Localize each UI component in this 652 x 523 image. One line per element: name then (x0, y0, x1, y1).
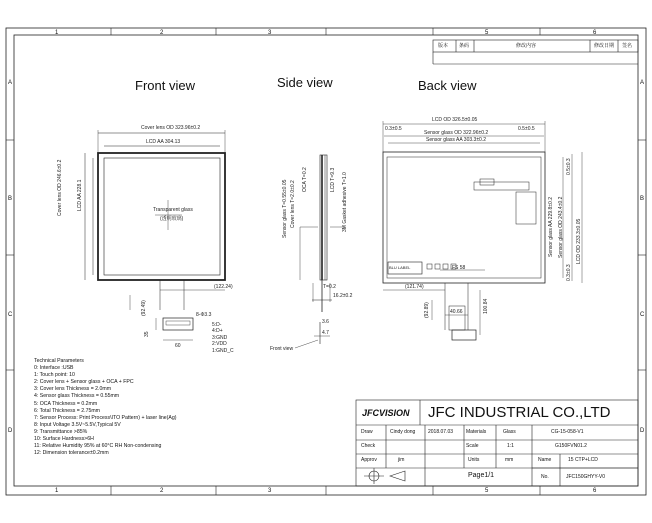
back-dim-121: (121.74) (405, 284, 424, 290)
rev-code: 条码 (459, 43, 470, 49)
side-layer-sensor: Sensor glass T=0.55±0.05 (282, 179, 288, 238)
front-cover-od-h: Cover lens OD 246.6±0.2 (57, 159, 63, 216)
back-edge-top: 0.5±0.3 (566, 158, 572, 175)
technical-parameters (34, 358, 176, 457)
draw-date: 2018.07.03 (428, 429, 454, 435)
zone-row-c-right: C (640, 312, 645, 318)
back-sensor-aa-h: Sensor glass AA 229.8±0.2 (548, 196, 554, 257)
front-dim-92: (92.49) (141, 300, 147, 316)
check-label: Check (361, 443, 376, 449)
front-view-geometry (85, 130, 225, 340)
rev-date: 修改日期 (594, 43, 615, 49)
back-dim-92: (92.89) (424, 302, 430, 318)
front-center-label-cn: (透明玻璃) (160, 216, 184, 222)
back-lcd-od-w: LCD OD 326.5±0.05 (432, 117, 478, 123)
param-line: 5: OCA Thickness = 0.2mm (34, 400, 98, 407)
param-line: 12: Dimension tolerance±0.2mm (34, 450, 109, 457)
back-label-box: BLU LABEL (389, 265, 411, 270)
pin-2: 2:VDD (212, 341, 227, 348)
back-dim-100: 100.84 (483, 298, 489, 314)
front-fpc-pitch: 8-Φ3.3 (196, 312, 212, 318)
params-title: Technical Parameters (34, 358, 84, 364)
param-line: 3: Cover lens Thickness = 2.0mm (34, 386, 112, 393)
name-label: Name (538, 457, 552, 463)
back-lcd-od-h: LCD OD 233.3±0.05 (576, 218, 582, 264)
param-line: 10: Surface Hardness>6H (34, 436, 94, 443)
no-value: JFC150GHYY-V0 (566, 474, 605, 480)
zone-col-2-bottom: 2 (160, 488, 164, 494)
param-line: 1: Touch point: 10 (34, 372, 75, 379)
side-d2: 4.7 (322, 330, 329, 336)
units-value: mm (505, 457, 514, 463)
page-number: Page1/1 (468, 472, 495, 479)
param-line: 0: Interface :USB (34, 365, 74, 372)
part-number: CG-15-058-V1 (551, 429, 584, 435)
company-name: JFC INDUSTRIAL CO.,LTD (428, 404, 611, 421)
no-label: No. (541, 474, 549, 480)
material-label: Materials (466, 429, 487, 435)
param-line: 6: Total Thickness = 2.75mm (34, 407, 100, 414)
param-line: 8: Input Voltage 3.5V~5.5V,Typical 5V (34, 421, 121, 428)
zone-col-5: 5 (485, 30, 489, 36)
zone-col-1-bottom: 1 (55, 488, 59, 494)
back-edge-right: 0.5±0.5 (518, 126, 535, 132)
zone-col-2: 2 (160, 30, 164, 36)
side-layer-lcd: LCD T=9.3 (330, 167, 336, 192)
pin-5: 5:D- (212, 322, 222, 328)
pin-1: 1:GND_C (212, 347, 234, 354)
side-front-view-label: Front view (270, 346, 294, 352)
zone-row-d: D (8, 428, 13, 434)
side-view-title: Side view (277, 75, 333, 90)
zone-col-3-bottom: 3 (268, 488, 272, 494)
pin-4: 4:D+ (212, 328, 223, 335)
side-layer-gasket: 3M Gasket adhesive T=1.0 (342, 172, 348, 232)
material-value: Glass (503, 429, 516, 435)
param-line: 9: Transmittance >85% (34, 428, 88, 435)
pin-3: 3:GND (212, 334, 228, 341)
zone-row-d-right: D (640, 428, 645, 434)
back-sensor-aa-w: Sensor glass AA 303.3±0.2 (426, 137, 487, 143)
back-dim-40: 40.66 (450, 309, 463, 315)
zone-row-b-right: B (640, 196, 645, 202)
param-line: 11: Relative Humidity 95% at 60°C RH Non-condensing (34, 443, 162, 450)
zone-row-c: C (8, 312, 13, 318)
scale-value: 1:1 (507, 443, 514, 449)
draw-label: Draw (361, 429, 373, 435)
back-edge-bottom: 0.3±0.3 (566, 264, 572, 281)
front-dim-122: (122.24) (214, 284, 233, 290)
front-pin-list (212, 322, 234, 354)
name-value: 15 CTP+LCD (568, 457, 598, 463)
approv-name: jim (398, 457, 405, 463)
part-sub: G150FVN01.2 (555, 443, 587, 449)
zone-col-5-bottom: 5 (485, 488, 489, 494)
side-layer-oca: OCA T=0.2 (302, 167, 308, 192)
rev-content: 修改内容 (516, 43, 537, 49)
zone-col-6-bottom: 6 (593, 488, 597, 494)
rev-version: 版本 (438, 43, 449, 49)
front-cover-od-w: Cover lens OD 323.96±0.2 (141, 125, 201, 131)
param-line: 2: Cover lens + Sensor glass + OCA + FPC (34, 379, 134, 386)
front-fpc-w: 60 (175, 343, 181, 349)
side-layer-cover: Cover lens T=2.0±0.2 (290, 180, 296, 228)
zone-row-a-right: A (640, 80, 645, 86)
back-sensor-od-w: Sensor glass OD 322.96±0.2 (424, 130, 489, 136)
brand-logo: JFCVISION (362, 408, 410, 418)
scale-label: Scale (466, 443, 479, 449)
front-fpc-h: 35 (144, 331, 150, 337)
param-line: 4: Sensor glass Thickness = 0.55mm (34, 393, 120, 400)
front-center-label: Transparent glass (153, 207, 193, 213)
param-line: 7: Sensor Process: Print Process\ITO Pattern) + laser line(Ag) (34, 414, 177, 421)
rev-sign: 签名 (622, 43, 633, 49)
back-sensor-od-h: Sensor glass OD 243.4±0.2 (558, 196, 564, 258)
back-dim-fpc: FS 58 (452, 265, 466, 271)
back-view-title: Back view (418, 78, 477, 93)
approv-label: Approv (361, 457, 377, 463)
zone-col-3: 3 (268, 30, 272, 36)
zone-row-a: A (8, 80, 13, 86)
draw-name: Cindy dong (390, 429, 416, 435)
side-total: 16.2±0.2 (333, 293, 353, 299)
zone-col-1: 1 (55, 30, 59, 36)
front-lcd-aa-w: LCD AA 304.13 (146, 139, 181, 145)
front-lcd-aa-h: LCD AA 228.1 (77, 179, 83, 211)
side-t1: T=0.2 (323, 284, 336, 290)
front-view-title: Front view (135, 78, 195, 93)
zone-col-6: 6 (593, 30, 597, 36)
units-label: Units (468, 457, 480, 463)
zone-row-b: B (8, 196, 13, 202)
side-d1: 3.6 (322, 319, 329, 325)
back-edge-left: 0.3±0.5 (385, 126, 402, 132)
